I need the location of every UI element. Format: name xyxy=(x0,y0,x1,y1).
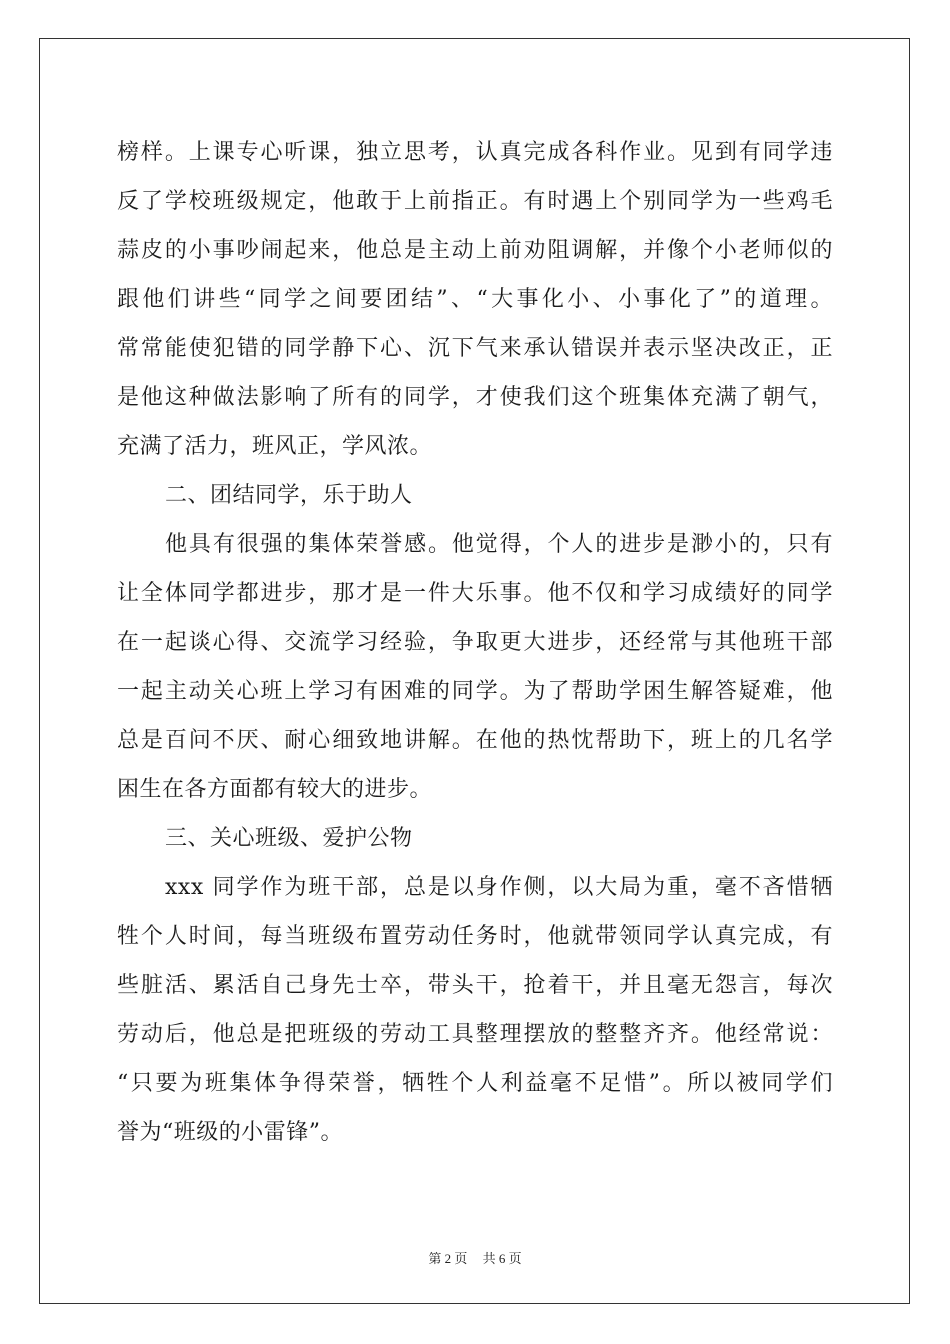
body-text-line: 是他这种做法影响了所有的同学，才使我们这个班集体充满了朝气， xyxy=(117,385,833,410)
body-text-line: 总是百问不厌、耐心细致地讲解。在他的热忱帮助下，班上的几名学 xyxy=(117,728,833,753)
body-text-line: 誉为“班级的小雷锋”。 xyxy=(117,1120,343,1145)
page-footer xyxy=(0,1248,950,1267)
body-text-line: “只要为班集体争得荣誉，牺牲个人利益毫不足惜”。所以被同学们 xyxy=(117,1071,833,1096)
body-text-line: 常常能使犯错的同学静下心、沉下气来承认错误并表示坚决改正，正 xyxy=(117,336,833,361)
body-text-line: 他具有很强的集体荣誉感。他觉得，个人的进步是渺小的，只有 xyxy=(165,532,833,557)
body-text-line: 让全体同学都进步，那才是一件大乐事。他不仅和学习成绩好的同学 xyxy=(117,581,833,606)
body-text-line: 一起主动关心班上学习有困难的同学。为了帮助学困生解答疑难，他 xyxy=(117,679,833,704)
body-text-line: xxx 同学作为班干部，总是以身作侧，以大局为重，毫不吝惜牺 xyxy=(165,875,833,900)
page-number: 第 2 页 xyxy=(428,1251,468,1266)
body-text-line: 蒜皮的小事吵闹起来，他总是主动上前劝阻调解，并像个小老师似的 xyxy=(117,238,833,263)
section-heading: 二、团结同学，乐于助人 xyxy=(165,483,413,508)
body-text-line: 充满了活力，班风正，学风浓。 xyxy=(117,434,433,459)
body-text-line: 些脏活、累活自己身先士卒，带头干，抢着干，并且毫无怨言，每次 xyxy=(117,973,833,998)
body-text-line: 在一起谈心得、交流学习经验，争取更大进步，还经常与其他班干部 xyxy=(117,630,833,655)
section-heading: 三、关心班级、爱护公物 xyxy=(165,826,413,851)
body-text-line: 牲个人时间，每当班级布置劳动任务时，他就带领同学认真完成，有 xyxy=(117,924,833,949)
body-text-line: 跟他们讲些“同学之间要团结”、“大事化小、小事化了”的道理。 xyxy=(117,287,833,312)
body-text-line: 反了学校班级规定，他敢于上前指正。有时遇上个别同学为一些鸡毛 xyxy=(117,189,833,214)
document-body xyxy=(117,128,833,1157)
body-text-line: 劳动后，他总是把班级的劳动工具整理摆放的整整齐齐。他经常说： xyxy=(117,1022,833,1047)
body-text-line: 榜样。上课专心听课，独立思考，认真完成各科作业。见到有同学违 xyxy=(117,140,833,165)
page-total: 共 6 页 xyxy=(482,1251,522,1266)
body-text-line: 困生在各方面都有较大的进步。 xyxy=(117,777,433,802)
